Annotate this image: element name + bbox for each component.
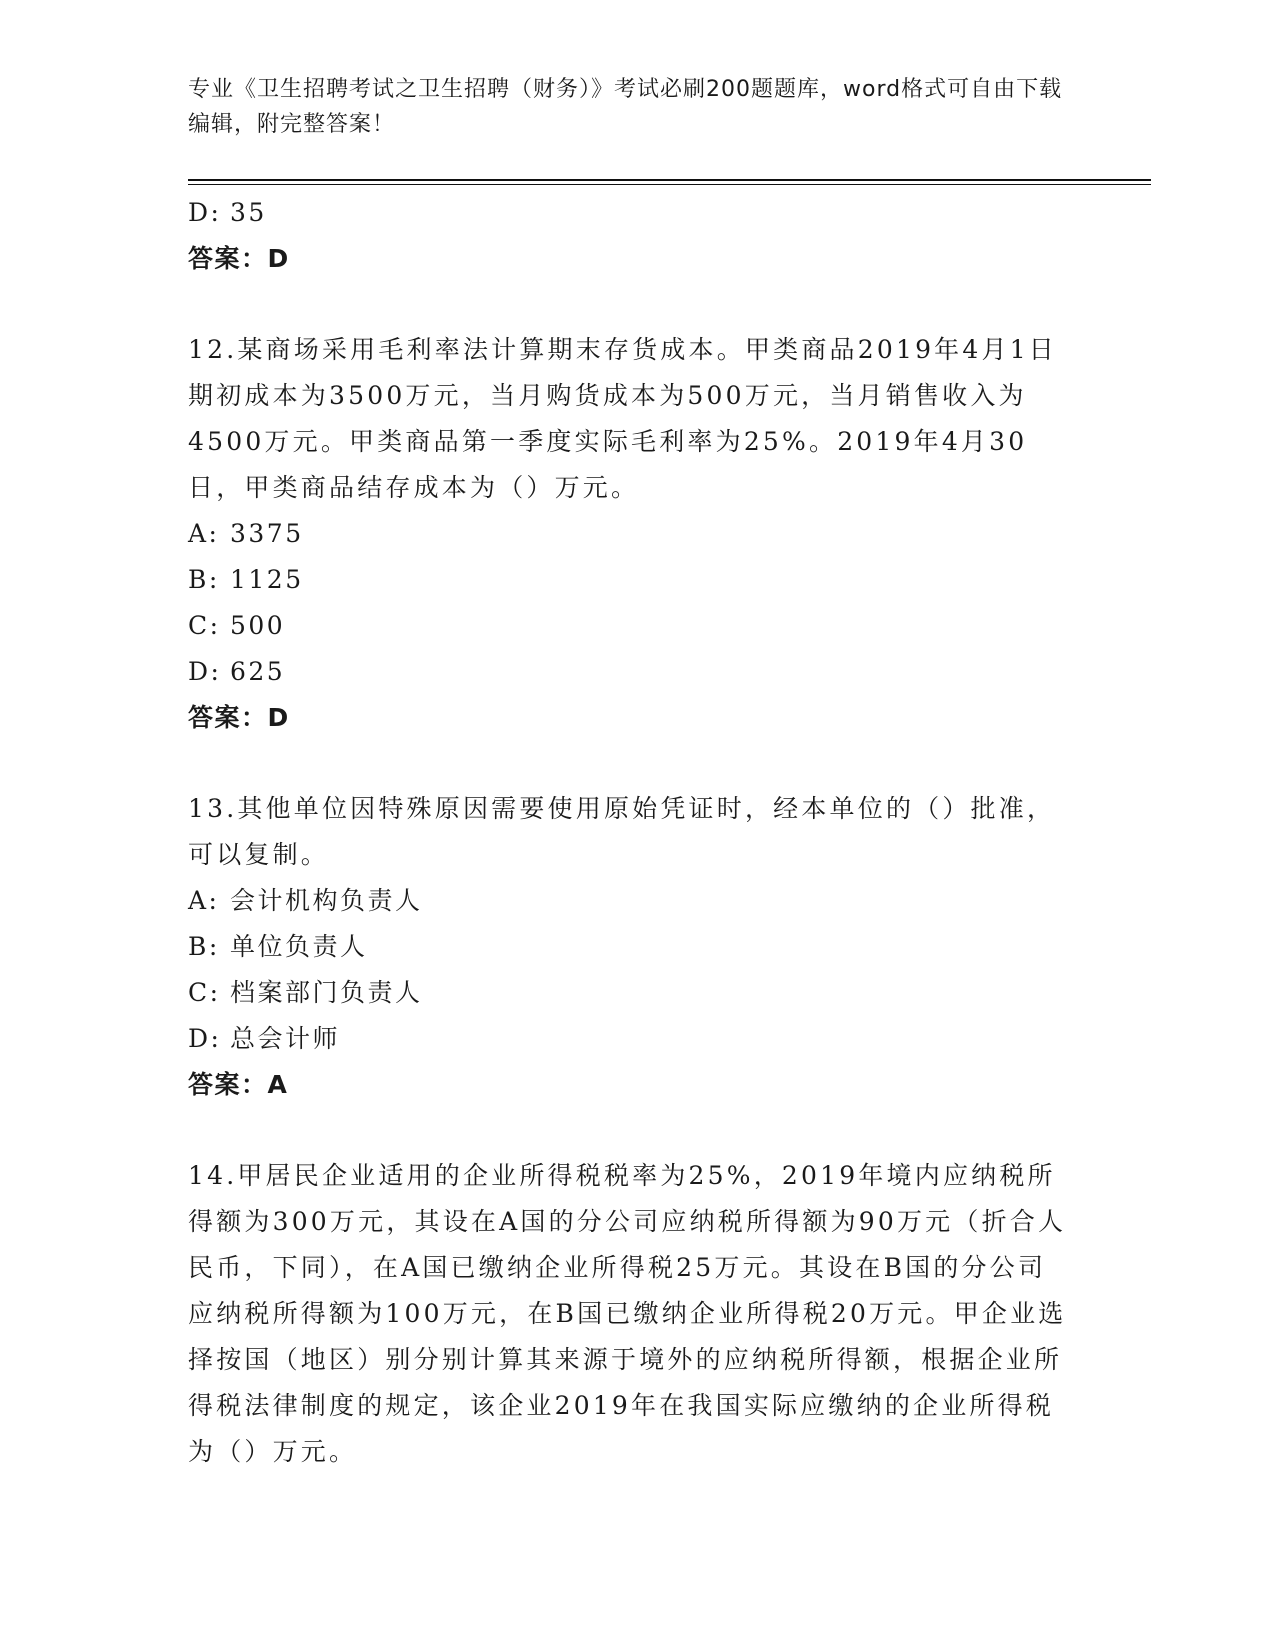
option-b	[188, 557, 1068, 603]
question-stem: 13.其他单位因特殊原因需要使用原始凭证时，经本单位的（）批准，可以复制。	[188, 794, 1056, 869]
option-text: 总会计师	[230, 1024, 341, 1053]
answer-value: A	[267, 1070, 289, 1099]
spacer	[188, 741, 1068, 786]
option-key: B:	[188, 932, 220, 961]
option-key: C:	[188, 611, 221, 640]
option-key: D:	[188, 198, 222, 227]
answer-line	[188, 236, 1068, 282]
page-header	[188, 72, 1068, 142]
answer-line	[188, 695, 1068, 741]
option-text: 档案部门负责人	[230, 978, 423, 1007]
option-d	[188, 1016, 1068, 1062]
question-12	[188, 327, 1068, 741]
header-rule-thin	[188, 184, 1151, 185]
option-text: 3375	[230, 519, 304, 548]
option-a	[188, 878, 1068, 924]
answer-value: D	[267, 703, 290, 732]
header-text: 专业《卫生招聘考试之卫生招聘（财务）》考试必刷200题题库，word格式可自由下载编辑，附完整答案！	[188, 77, 1063, 137]
document-body	[188, 190, 1068, 1475]
option-text: 35	[230, 198, 267, 227]
option-d	[188, 649, 1068, 695]
option-key: A:	[188, 519, 220, 548]
option-text: 单位负责人	[230, 932, 368, 961]
question-stem: 14.甲居民企业适用的企业所得税税率为25%，2019年境内应纳税所得额为300万元，其设在A国的分公司应纳税所得额为90万元（折合人民币，下同），在A国已缴纳企业所得税25万元。其设在B国的分公司应纳税所得额为100万元，在B国已缴纳企业所得税20万元。甲企业选择按国（地区）别分别计算其来源于境外的应纳税所得额，根据企业所得税法律制度的规定，该企业2019年在我国实际应缴纳的企业所得税为（）万元。	[188, 1161, 1067, 1466]
option-b	[188, 924, 1068, 970]
answer-label: 答案：	[188, 703, 268, 732]
option-a	[188, 511, 1068, 557]
spacer	[188, 282, 1068, 327]
question-13	[188, 786, 1068, 1108]
spacer	[188, 1108, 1068, 1153]
option-c	[188, 603, 1068, 649]
option-key: D:	[188, 657, 222, 686]
option-text: 1125	[230, 565, 304, 594]
option-key: C:	[188, 978, 221, 1007]
answer-value: D	[267, 244, 290, 273]
option-text: 会计机构负责人	[230, 886, 423, 915]
header-rule-thick	[188, 179, 1151, 181]
option-key: B:	[188, 565, 220, 594]
answer-label: 答案：	[188, 1070, 268, 1099]
question-14	[188, 1153, 1068, 1475]
question-stem: 12.某商场采用毛利率法计算期末存货成本。甲类商品2019年4月1日期初成本为3500万元，当月购货成本为500万元，当月销售收入为4500万元。甲类商品第一季度实际毛利率为25%。2019年4月30日，甲类商品结存成本为（）万元。	[188, 335, 1057, 502]
option-text: 500	[230, 611, 286, 640]
answer-line	[188, 1062, 1068, 1108]
option-c	[188, 970, 1068, 1016]
option-key: A:	[188, 886, 220, 915]
option-d	[188, 190, 1068, 236]
answer-label: 答案：	[188, 244, 268, 273]
partial-question	[188, 190, 1068, 282]
option-text: 625	[230, 657, 286, 686]
option-key: D:	[188, 1024, 222, 1053]
